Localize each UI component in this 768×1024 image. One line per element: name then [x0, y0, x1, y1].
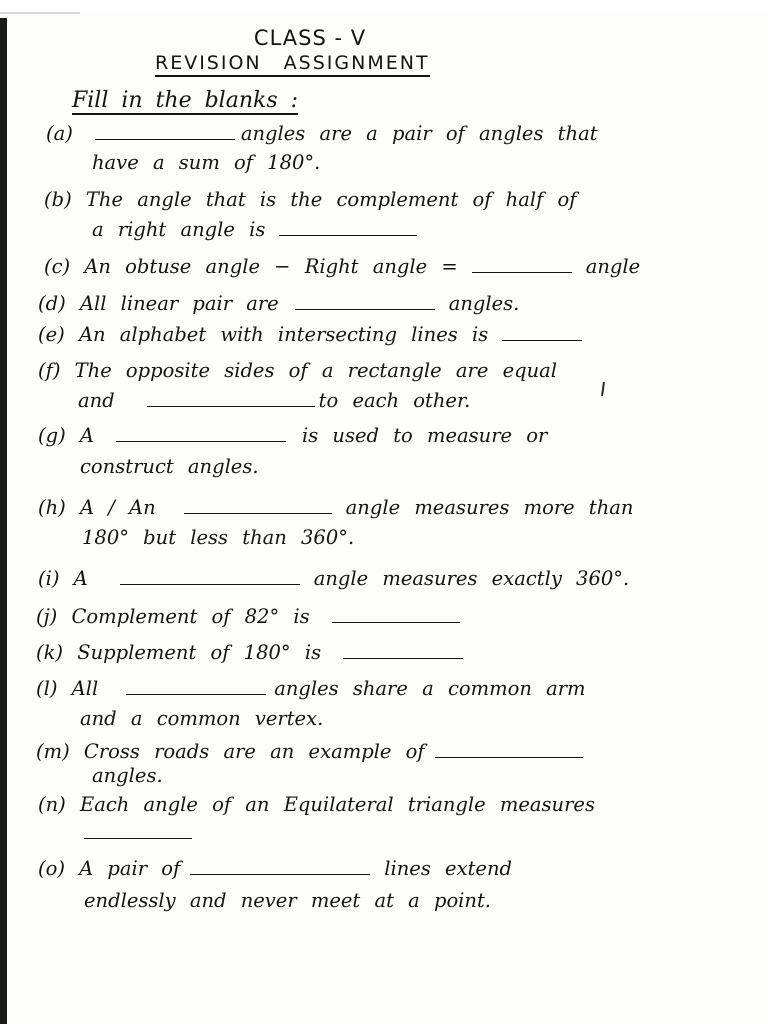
- blank-k[interactable]: [343, 644, 463, 659]
- blank-g[interactable]: [116, 427, 286, 442]
- question-n-line2: [84, 820, 198, 846]
- question-l-line2: and a common vertex.: [80, 707, 324, 730]
- question-l-line1: [36, 676, 586, 702]
- scan-left-edge: [0, 18, 7, 1024]
- question-f-post: to each other.: [318, 389, 471, 412]
- question-m-text: (m) Cross roads are an example of: [36, 740, 425, 763]
- blank-i[interactable]: [120, 570, 300, 585]
- blank-f[interactable]: [147, 392, 315, 407]
- question-c: [44, 254, 640, 280]
- pen-mark: [601, 382, 605, 396]
- blank-a[interactable]: [95, 125, 235, 140]
- question-o-line1: [38, 856, 512, 882]
- class-title: CLASS - V: [253, 26, 367, 50]
- scan-mark: [0, 12, 80, 14]
- section-heading: Fill in the blanks :: [72, 88, 299, 113]
- question-d-text: (d) All linear pair are: [38, 292, 279, 315]
- blank-o[interactable]: [190, 860, 370, 875]
- question-o-post: lines extend: [384, 857, 512, 880]
- question-e: [38, 322, 588, 348]
- question-l-label: (l) All: [36, 677, 99, 700]
- question-k: [36, 640, 469, 666]
- blank-h[interactable]: [184, 499, 332, 514]
- blank-n[interactable]: [84, 824, 192, 839]
- question-j: [36, 604, 466, 630]
- question-d: [38, 291, 519, 317]
- question-b-line1: (b) The angle that is the complement of half of: [44, 188, 577, 211]
- blank-l[interactable]: [126, 680, 266, 695]
- question-b-line2: [92, 217, 423, 243]
- question-h-line2: 180° but less than 360°.: [82, 526, 355, 549]
- question-g-label: (g) A: [38, 424, 94, 447]
- question-n-line1: (n) Each angle of an Equilateral triangle measures: [38, 793, 595, 816]
- question-a-text: angles are a pair of angles that: [240, 122, 598, 145]
- question-i: [38, 566, 629, 592]
- question-i-text: angle measures exactly 360°.: [313, 567, 630, 590]
- question-h-label: (h) A / An: [38, 496, 156, 519]
- question-a-line2: have a sum of 180°.: [92, 151, 321, 174]
- question-c-text: (c) An obtuse angle − Right angle =: [44, 255, 458, 278]
- question-c-post: angle: [585, 255, 641, 278]
- blank-c[interactable]: [472, 258, 572, 273]
- question-g-line1: [38, 423, 547, 449]
- question-k-text: (k) Supplement of 180° is: [36, 641, 322, 664]
- question-m-line1: [36, 739, 589, 765]
- question-m-line2: angles.: [92, 764, 163, 787]
- blank-m[interactable]: [435, 743, 583, 758]
- question-o-line2: endlessly and never meet at a point.: [84, 889, 492, 912]
- question-d-post: angles.: [448, 292, 520, 315]
- question-l-text: angles share a common arm: [274, 677, 586, 700]
- assignment-title: REVISION ASSIGNMENT: [155, 52, 430, 77]
- question-j-text: (j) Complement of 82° is: [36, 605, 310, 628]
- question-b-text: a right angle is: [92, 218, 266, 241]
- blank-b[interactable]: [279, 221, 417, 236]
- question-h-line1: [38, 495, 633, 521]
- blank-j[interactable]: [332, 608, 460, 623]
- question-f-line1: (f) The opposite sides of a rectangle are equal: [38, 359, 558, 382]
- scan-top-margin: [0, 0, 768, 14]
- question-f-line2: [78, 388, 470, 414]
- question-h-text: angle measures more than: [345, 496, 634, 519]
- blank-d[interactable]: [295, 295, 435, 310]
- blank-e[interactable]: [502, 326, 582, 341]
- question-i-label: (i) A: [38, 567, 88, 590]
- question-g-text: is used to measure or: [301, 424, 548, 447]
- question-a-label: (a): [46, 122, 73, 145]
- question-o-text: (o) A pair of: [38, 857, 181, 880]
- question-e-text: (e) An alphabet with intersecting lines is: [38, 323, 489, 346]
- question-a-line1: [46, 121, 598, 147]
- question-f-and: and: [78, 389, 115, 412]
- question-g-line2: construct angles.: [80, 455, 259, 478]
